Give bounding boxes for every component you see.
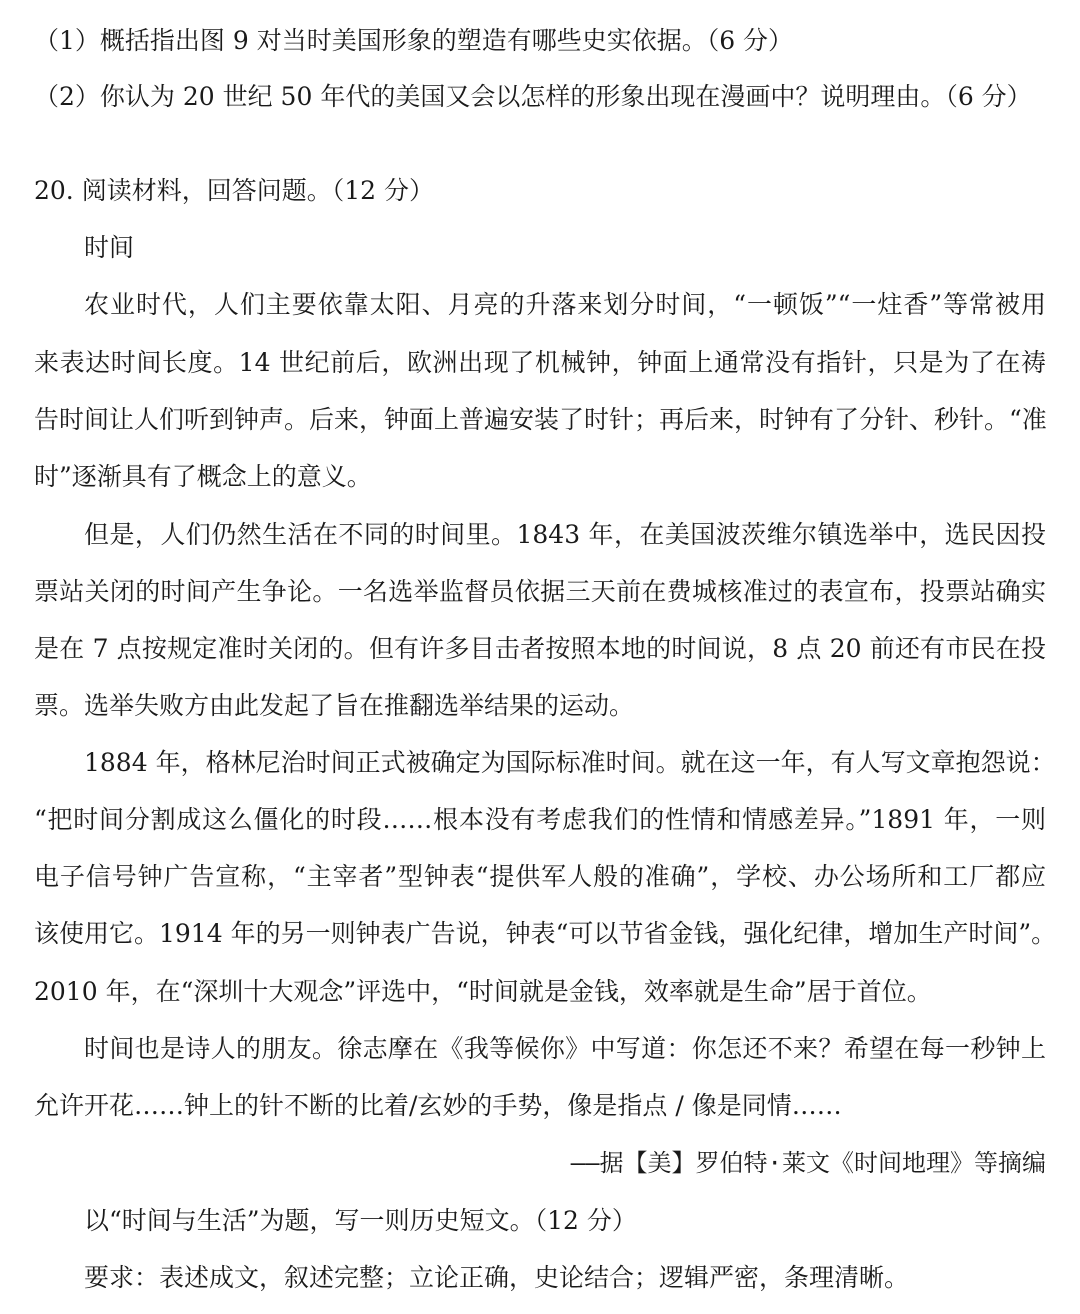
paragraph-3-line-4: 该使用它。1914 年的另一则钟表广告说，钟表“可以节省金钱，强化纪律，增加生产时间”。 xyxy=(34,919,1057,948)
paragraph-2-line-2: 票站关闭的时间产生争论。一名选举监督员依据三天前在费城核准过的表宣布，投票站确实 xyxy=(34,577,1046,606)
paragraph-3-line-1: 1884 年，格林尼治时间正式被确定为国际标准时间。就在这一年，有人写文章抱怨说： xyxy=(84,748,1056,777)
writing-requirements: 要求：表述成文，叙述完整；立论正确，史论结合；逻辑严密，条理清晰。 xyxy=(84,1263,910,1292)
paragraph-4-line-1: 时间也是诗人的朋友。徐志摩在《我等候你》中写道：你怎还不来？希望在每一秒钟上 xyxy=(84,1034,1046,1063)
writing-task: 以“时间与生活”为题，写一则历史短文。（12 分） xyxy=(84,1206,637,1235)
paragraph-1-line-3: 告时间让人们听到钟声。后来，钟面上普遍安装了时针；再后来，时钟有了分针、秒针。“准 xyxy=(34,405,1047,434)
paragraph-2-line-3: 是在 7 点按规定准时关闭的。但有许多目击者按照本地的时间说，8 点 20 前还有市民在投 xyxy=(34,634,1046,663)
paragraph-2-line-4: 票。选举失败方由此发起了旨在推翻选举结果的运动。 xyxy=(34,691,635,720)
paragraph-1-line-4: 时”逐渐具有了概念上的意义。 xyxy=(34,462,372,491)
paragraph-3-line-2: “把时间分割成这么僵化的时段……根本没有考虑我们的性情和情感差异。”1891 年，一则 xyxy=(34,805,1046,834)
paragraph-1-line-1: 农业时代，人们主要依靠太阳、月亮的升落来划分时间，“一顿饭”“一炷香”等常被用 xyxy=(84,290,1046,319)
question-20-heading: 20. 阅读材料，回答问题。（12 分） xyxy=(34,176,434,205)
material-source: ——据【美】罗伯特·莱文《时间地理》等摘编 xyxy=(570,1149,1046,1177)
paragraph-2-line-1: 但是，人们仍然生活在不同的时间里。1843 年，在美国波茨维尔镇选举中，选民因投 xyxy=(84,520,1046,549)
question-19-part-1: （1）概括指出图 9 对当时美国形象的塑造有哪些史实依据。（6 分） xyxy=(34,26,794,55)
paragraph-3-line-5: 2010 年，在“深圳十大观念”评选中，“时间就是金钱，效率就是生命”居于首位。 xyxy=(34,977,932,1006)
paragraph-4-line-2: 允许开花……钟上的针不断的比着/玄妙的手势，像是指点 / 像是同情…… xyxy=(34,1091,842,1120)
material-title: 时间 xyxy=(84,233,135,262)
question-19-part-2: （2）你认为 20 世纪 50 年代的美国又会以怎样的形象出现在漫画中？说明理由。（6 分） xyxy=(34,82,1032,111)
paragraph-3-line-3: 电子信号钟广告宣称，“主宰者”型钟表“提供军人般的准确”，学校、办公场所和工厂都应 xyxy=(34,862,1046,891)
paragraph-1-line-2: 来表达时间长度。14 世纪前后，欧洲出现了机械钟，钟面上通常没有指针，只是为了在祷 xyxy=(34,348,1046,377)
